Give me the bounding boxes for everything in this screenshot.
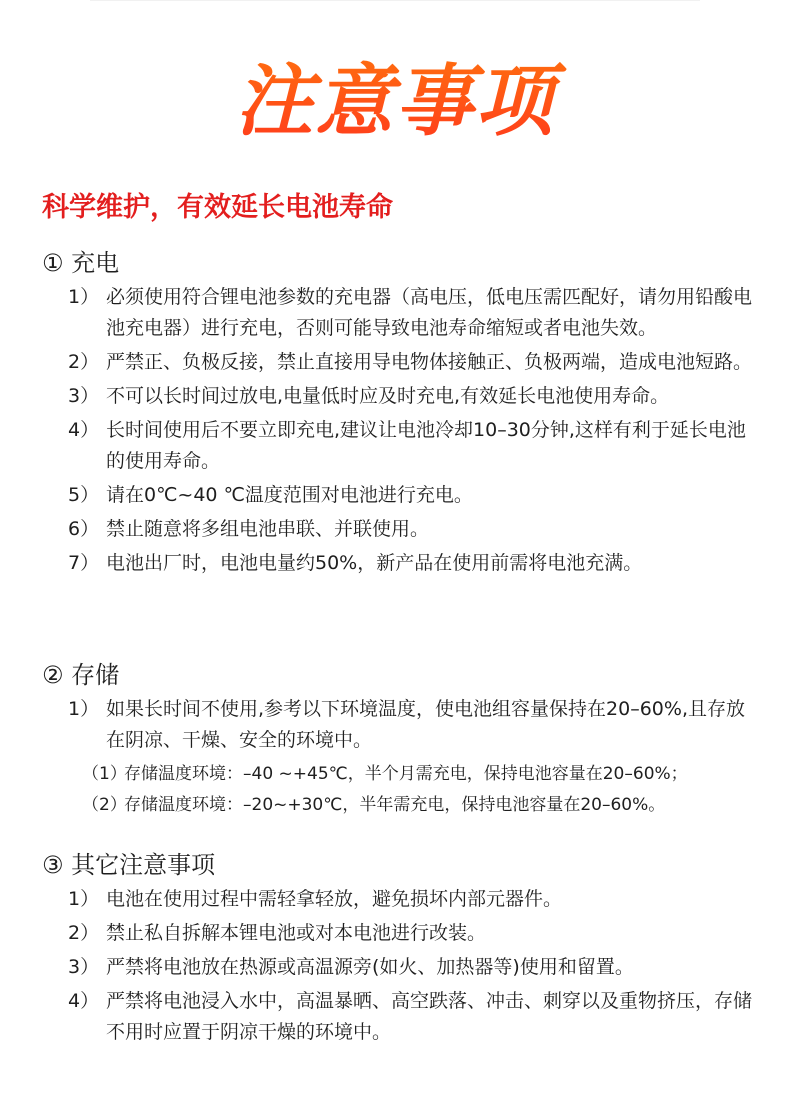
section-charging <box>42 248 762 582</box>
item-number: 6） <box>68 518 100 540</box>
sub-list-item <box>82 759 762 790</box>
list-item <box>68 415 762 477</box>
item-text: 禁止私自拆解本锂电池或对本电池进行改装。 <box>106 922 487 944</box>
item-text: 严禁将电池放在热源或高温源旁(如火、加热器等)使用和留置。 <box>106 956 634 978</box>
page-subtitle: 科学维护，有效延长电池寿命 <box>42 192 393 223</box>
item-text: 如果长时间不使用,参考以下环境温度，使电池组容量保持在20–60%,且存放在阴凉、干燥、安全的环境中。 <box>106 698 745 751</box>
section-other-notes <box>42 850 762 1051</box>
item-text: 长时间使用后不要立即充电,建议让电池冷却10–30分钟,这样有利于延长电池的使用寿命。 <box>106 419 746 472</box>
sub-item-number: （2） <box>82 795 127 815</box>
list-item <box>68 694 762 756</box>
item-text: 电池出厂时，电池电量约50%，新产品在使用前需将电池充满。 <box>106 552 643 574</box>
sub-item-text: 存储温度环境：–20~+30℃，半年需充电，保持电池容量在20–60%。 <box>124 795 666 815</box>
item-number: 2） <box>68 351 100 373</box>
top-divider <box>90 0 700 1</box>
item-number: 5） <box>68 484 100 506</box>
section-heading: ② 存储 <box>42 661 120 689</box>
item-number: 1） <box>68 888 100 910</box>
item-text: 不可以长时间过放电,电量低时应及时充电,有效延长电池使用寿命。 <box>106 385 670 407</box>
item-number: 3） <box>68 956 100 978</box>
item-text: 严禁将电池浸入水中，高温暴晒、高空跌落、冲击、刺穿以及重物挤压，存储不用时应置于阴凉干燥的环境中。 <box>106 990 753 1043</box>
item-text: 电池在使用过程中需轻拿轻放，避免损坏内部元器件。 <box>106 888 563 910</box>
list-item <box>68 282 762 344</box>
section-heading: ③ 其它注意事项 <box>42 851 216 879</box>
item-number: 4） <box>68 419 100 441</box>
sub-item-text: 存储温度环境：–40 ~+45℃，半个月需充电，保持电池容量在20–60%； <box>124 764 688 784</box>
item-text: 严禁正、负极反接，禁止直接用导电物体接触正、负极两端，造成电池短路。 <box>106 351 753 373</box>
item-number: 1） <box>68 698 100 720</box>
page-title: 注意事项 <box>0 60 790 144</box>
item-number: 3） <box>68 385 100 407</box>
item-number: 2） <box>68 922 100 944</box>
section-heading: ① 充电 <box>42 249 120 277</box>
sub-list-item <box>82 790 762 821</box>
list-item <box>68 548 762 579</box>
list-item <box>68 514 762 545</box>
item-number: 4） <box>68 990 100 1012</box>
list-item <box>68 884 762 915</box>
list-item <box>68 381 762 412</box>
item-text: 禁止随意将多组电池串联、并联使用。 <box>106 518 430 540</box>
item-text: 必须使用符合锂电池参数的充电器（高电压，低电压需匹配好，请勿用铅酸电池充电器）进行充电，否则可能导致电池寿命缩短或者电池失效。 <box>106 286 753 339</box>
list-item <box>68 952 762 983</box>
item-text: 请在0℃~40 ℃温度范围对电池进行充电。 <box>106 484 473 506</box>
list-item <box>68 918 762 949</box>
section-storage <box>42 660 762 821</box>
sub-item-number: （1） <box>82 764 127 784</box>
item-number: 1） <box>68 286 100 308</box>
list-item <box>68 986 762 1048</box>
item-number: 7） <box>68 552 100 574</box>
list-item <box>68 347 762 378</box>
list-item <box>68 480 762 511</box>
